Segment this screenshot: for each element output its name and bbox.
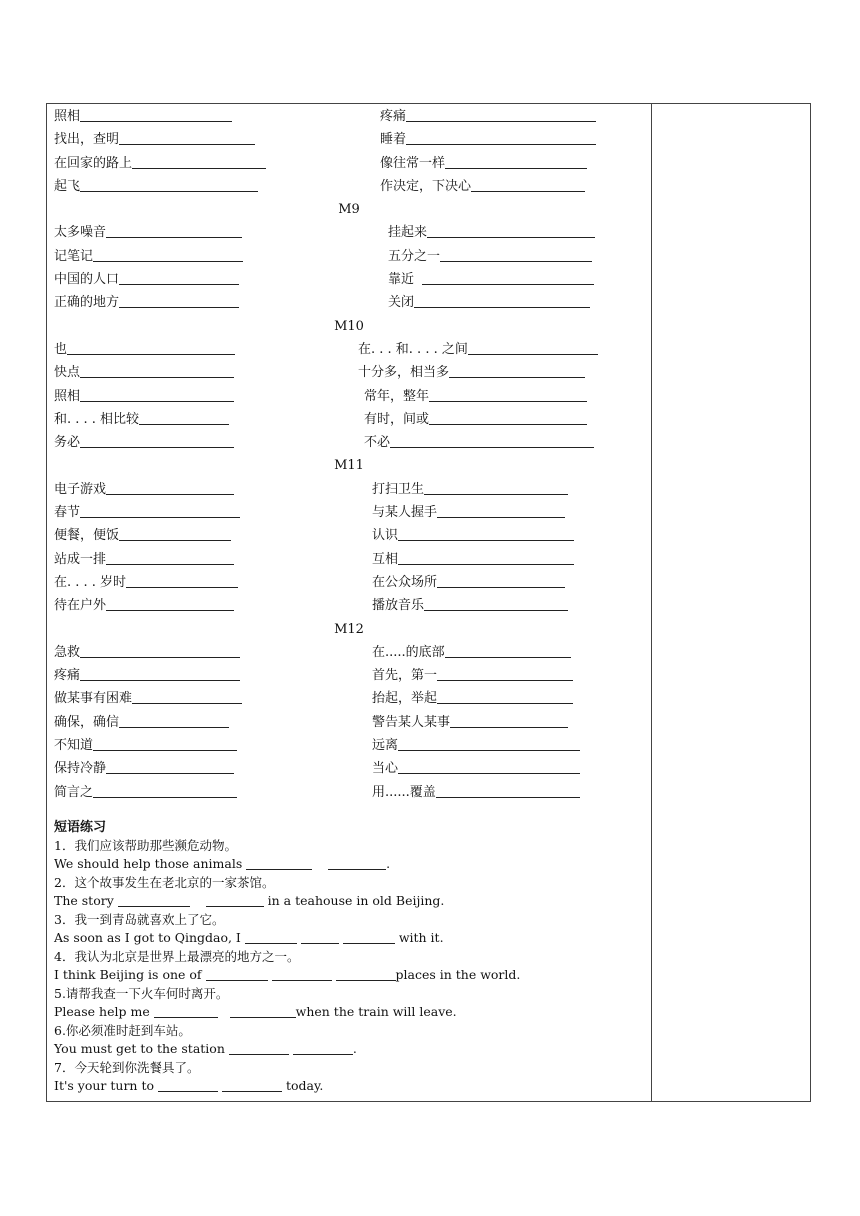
answer-blank[interactable] <box>336 967 396 981</box>
vocab-term: 当心 <box>372 761 399 777</box>
exercise-text: You must get to the station <box>54 1041 225 1057</box>
exercise-text: It's your turn to <box>54 1078 154 1094</box>
answer-blank[interactable] <box>80 665 240 681</box>
vocab-term: 不知道 <box>54 738 94 754</box>
vocab-row <box>54 431 644 454</box>
exercise-question: 1．我们应该帮助那些濒危动物。 <box>54 837 237 853</box>
vocab-term: 简言之 <box>54 784 94 800</box>
vocab-term: 靠近 <box>388 272 415 288</box>
answer-blank[interactable] <box>422 269 594 285</box>
vocab-term: 播放音乐 <box>372 598 425 614</box>
answer-blank[interactable] <box>80 362 234 378</box>
section-heading: M10 <box>334 318 364 334</box>
answer-blank[interactable] <box>398 758 580 774</box>
exercise-answer-line <box>54 855 644 874</box>
exercise-answer-line <box>54 1003 644 1022</box>
vocab-term: 务必 <box>54 435 81 451</box>
exercise-text: As soon as I got to Qingdao, I <box>54 930 241 946</box>
vocab-row <box>54 175 644 198</box>
answer-blank[interactable] <box>398 525 574 541</box>
answer-blank[interactable] <box>293 1041 353 1055</box>
vocab-row <box>54 501 644 524</box>
section-m11 <box>54 454 644 617</box>
vocab-row <box>54 571 644 594</box>
vocab-term: 在. . . 和. . . . 之间 <box>358 341 468 357</box>
vocab-row <box>54 245 644 268</box>
answer-blank[interactable] <box>398 735 580 751</box>
exercise-text: . <box>352 1041 357 1057</box>
vocab-row <box>54 734 644 757</box>
vocab-term: 五分之一 <box>388 248 441 264</box>
vocab-term: 用......覆盖 <box>372 784 436 800</box>
vocab-term: 打扫卫生 <box>372 481 425 497</box>
vocab-term: 与某人握手 <box>372 505 438 521</box>
section-m10 <box>54 315 644 455</box>
answer-blank[interactable] <box>437 572 565 588</box>
vocab-term: 抬起，举起 <box>372 691 438 707</box>
vocab-term: 太多噪音 <box>54 225 107 241</box>
exercise-text: The story <box>54 893 114 909</box>
exercise-question: 6.你必须准时赶到车站。 <box>54 1022 191 1038</box>
answer-blank[interactable] <box>343 930 395 944</box>
vocab-term: 电子游戏 <box>54 481 107 497</box>
vocab-term: 和. . . . 相比较 <box>54 411 140 427</box>
vocab-term: 照相 <box>54 388 81 404</box>
vocab-term: 保持冷静 <box>54 761 107 777</box>
answer-blank[interactable] <box>301 930 339 944</box>
vocab-term: 疼痛 <box>54 668 81 684</box>
answer-blank[interactable] <box>158 1078 218 1092</box>
vocab-row <box>54 268 644 291</box>
answer-blank[interactable] <box>468 339 598 355</box>
vocab-term: 认识 <box>372 528 399 544</box>
exercise-answer-line <box>54 892 644 911</box>
exercise-text: when the train will leave. <box>295 1004 457 1020</box>
exercise-question: 2．这个故事发生在老北京的一家茶馆。 <box>54 874 275 890</box>
answer-blank[interactable] <box>93 246 243 262</box>
vocab-row <box>54 664 644 687</box>
vocab-row <box>54 641 644 664</box>
vocab-term: 在回家的路上 <box>54 155 133 171</box>
phrase-exercises <box>54 818 644 1096</box>
exercise-answer-line <box>54 929 644 948</box>
vocab-term: 急救 <box>54 644 81 660</box>
answer-blank[interactable] <box>106 479 234 495</box>
answer-blank[interactable] <box>80 386 234 402</box>
vocab-row <box>54 687 644 710</box>
vocab-term: 作决定，下决心 <box>380 178 472 194</box>
exercise-question: 5.请帮我查一下火车何时离开。 <box>54 985 229 1001</box>
answer-blank[interactable] <box>67 339 235 355</box>
answer-blank[interactable] <box>437 502 565 518</box>
vocab-term: 首先，第一 <box>372 668 438 684</box>
vocab-row <box>54 548 644 571</box>
vocab-row <box>54 338 644 361</box>
answer-blank[interactable] <box>406 129 596 145</box>
vocab-term: 快点 <box>54 365 81 381</box>
vocab-term: 在.....的底部 <box>372 644 445 660</box>
answer-blank[interactable] <box>424 595 568 611</box>
vocab-term: 找出，查明 <box>54 132 120 148</box>
section-heading: M11 <box>334 458 364 474</box>
vocab-row <box>54 221 644 244</box>
answer-blank[interactable] <box>429 409 587 425</box>
answer-blank[interactable] <box>445 153 587 169</box>
worksheet-content <box>54 105 644 1096</box>
answer-blank[interactable] <box>437 665 573 681</box>
answer-blank[interactable] <box>272 967 332 981</box>
exercise-text: in a teahouse in old Beijing. <box>267 893 445 909</box>
vocab-term: 常年，整年 <box>364 388 430 404</box>
answer-blank[interactable] <box>206 893 264 907</box>
answer-blank[interactable] <box>154 1004 218 1018</box>
vocab-row <box>54 105 644 128</box>
exercise-text: Please help me <box>54 1004 150 1020</box>
vocab-term: 在. . . . 岁时 <box>54 574 127 590</box>
answer-blank[interactable] <box>119 292 239 308</box>
answer-blank[interactable] <box>449 362 585 378</box>
answer-blank[interactable] <box>93 735 237 751</box>
answer-blank[interactable] <box>424 479 568 495</box>
answer-blank[interactable] <box>119 129 255 145</box>
answer-blank[interactable] <box>106 758 234 774</box>
answer-blank[interactable] <box>414 292 590 308</box>
exercise-text: . <box>386 856 391 872</box>
vocab-term: 正确的地方 <box>54 295 120 311</box>
answer-blank[interactable] <box>106 549 234 565</box>
answer-blank[interactable] <box>436 782 580 798</box>
vocab-term: 中国的人口 <box>54 272 120 288</box>
vocab-term: 关闭 <box>388 295 415 311</box>
vocab-term: 远离 <box>372 738 399 754</box>
vocab-term: 不必 <box>364 435 391 451</box>
vocab-term: 待在户外 <box>54 598 107 614</box>
vocab-term: 确保，确信 <box>54 714 120 730</box>
vocab-row <box>54 361 644 384</box>
answer-blank[interactable] <box>132 688 242 704</box>
answer-blank[interactable] <box>406 106 596 122</box>
exercise-text: with it. <box>398 930 444 946</box>
answer-blank[interactable] <box>450 712 568 728</box>
vocab-row <box>54 524 644 547</box>
vocab-term: 记笔记 <box>54 248 94 264</box>
exercise-answer-line <box>54 1040 644 1059</box>
column-divider <box>651 103 652 1102</box>
exercises-title: 短语练习 <box>54 819 107 835</box>
answer-blank[interactable] <box>230 1004 296 1018</box>
exercise-question: 7．今天轮到你洗餐具了。 <box>54 1059 200 1075</box>
vocab-term: 照相 <box>54 109 81 124</box>
vocab-row <box>54 291 644 314</box>
vocab-row <box>54 711 644 734</box>
vocab-row <box>54 152 644 175</box>
answer-blank[interactable] <box>106 222 242 238</box>
exercise-answer-line <box>54 966 644 985</box>
answer-blank[interactable] <box>222 1078 282 1092</box>
answer-blank[interactable] <box>80 502 240 518</box>
vocab-term: 便餐，便饭 <box>54 528 120 544</box>
answer-blank[interactable] <box>118 893 190 907</box>
vocab-term: 十分多，相当多 <box>358 365 450 381</box>
answer-blank[interactable] <box>328 856 386 870</box>
answer-blank[interactable] <box>427 222 595 238</box>
section-m9 <box>54 198 644 314</box>
vocab-term: 警告某人某事 <box>372 714 451 730</box>
vocab-term: 有时，间或 <box>364 411 430 427</box>
vocab-row <box>54 128 644 151</box>
answer-blank[interactable] <box>245 930 297 944</box>
vocab-term: 像往常一样 <box>380 155 446 171</box>
exercise-question: 3．我一到青岛就喜欢上了它。 <box>54 911 225 927</box>
answer-blank[interactable] <box>246 856 312 870</box>
answer-blank[interactable] <box>93 782 237 798</box>
answer-blank[interactable] <box>398 549 574 565</box>
answer-blank[interactable] <box>132 153 266 169</box>
answer-blank[interactable] <box>440 246 592 262</box>
vocab-row <box>54 781 644 804</box>
answer-blank[interactable] <box>437 688 573 704</box>
answer-blank[interactable] <box>80 106 232 122</box>
vocab-row <box>54 757 644 780</box>
vocab-term: 在公众场所 <box>372 574 438 590</box>
vocab-block-top <box>54 105 644 198</box>
vocab-term: 起飞 <box>54 178 81 194</box>
exercise-question: 4．我认为北京是世界上最漂亮的地方之一。 <box>54 948 300 964</box>
answer-blank[interactable] <box>80 432 234 448</box>
exercise-text: We should help those animals <box>54 856 243 872</box>
exercise-text: I think Beijing is one of <box>54 967 202 983</box>
answer-blank[interactable] <box>80 642 240 658</box>
vocab-row <box>54 408 644 431</box>
exercise-answer-line <box>54 1077 644 1096</box>
vocab-term: 站成一排 <box>54 551 107 567</box>
answer-blank[interactable] <box>119 712 229 728</box>
answer-blank[interactable] <box>445 642 571 658</box>
section-m12 <box>54 618 644 804</box>
answer-blank[interactable] <box>80 176 258 192</box>
exercise-text: today. <box>285 1078 324 1094</box>
exercise-text: places in the world. <box>395 967 521 983</box>
answer-blank[interactable] <box>206 967 268 981</box>
answer-blank[interactable] <box>126 572 238 588</box>
vocab-row <box>54 594 644 617</box>
answer-blank[interactable] <box>471 176 585 192</box>
vocab-term: 春节 <box>54 505 81 521</box>
section-heading: M9 <box>338 202 360 218</box>
vocab-term: 挂起来 <box>388 225 428 241</box>
answer-blank[interactable] <box>229 1041 289 1055</box>
answer-blank[interactable] <box>119 525 231 541</box>
answer-blank[interactable] <box>429 386 587 402</box>
vocab-row <box>54 385 644 408</box>
vocab-term: 睡着 <box>380 132 407 148</box>
vocab-term: 疼痛 <box>380 109 407 124</box>
answer-blank[interactable] <box>139 409 229 425</box>
answer-blank[interactable] <box>119 269 239 285</box>
vocab-term: 互相 <box>372 551 399 567</box>
vocab-row <box>54 478 644 501</box>
answer-blank[interactable] <box>106 595 234 611</box>
answer-blank[interactable] <box>390 432 594 448</box>
vocab-term: 也 <box>54 341 68 357</box>
vocab-term: 做某事有困难 <box>54 691 133 707</box>
section-heading: M12 <box>334 621 364 637</box>
